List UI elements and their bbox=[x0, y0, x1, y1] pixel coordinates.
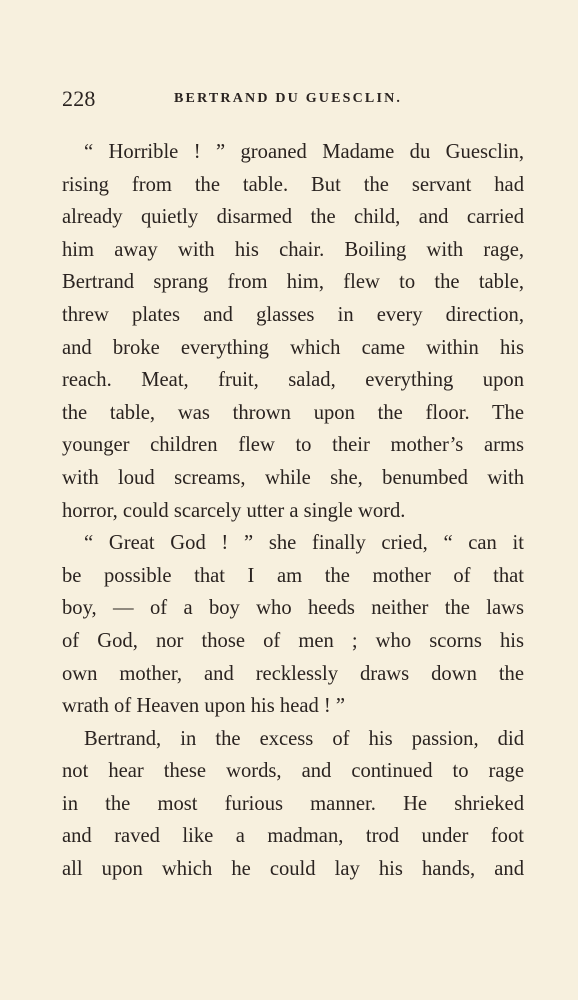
text-line: wrath of Heaven upon his head ! ” bbox=[62, 695, 346, 718]
page-number: 228 bbox=[62, 86, 96, 111]
text-line: in the most furious manner. He shrieked bbox=[62, 792, 524, 815]
text-line: with loud screams, while she, benumbed with bbox=[62, 466, 524, 489]
text-line: younger children flew to their mother’s arms bbox=[62, 434, 524, 457]
text-line: all upon which he could lay his hands, and bbox=[62, 858, 524, 881]
text-line: Bertrand, in the excess of his passion, did bbox=[84, 727, 524, 750]
text-line: reach. Meat, fruit, salad, everything upon bbox=[62, 369, 524, 392]
text-line: not hear these words, and continued to rage bbox=[62, 760, 524, 783]
text-line: and broke everything which came within his bbox=[62, 336, 524, 359]
text-line: Bertrand sprang from him, flew to the table, bbox=[62, 271, 524, 294]
text-line: horror, could scarcely utter a single word. bbox=[62, 499, 406, 522]
running-head: BERTRAND DU GUESCLIN. bbox=[174, 91, 403, 106]
text-line: him away with his chair. Boiling with rage, bbox=[62, 238, 524, 261]
text-line: “ Horrible ! ” groaned Madame du Guesclin, bbox=[84, 141, 524, 163]
text-line: of God, nor those of men ; who scorns his bbox=[62, 629, 524, 652]
text-line: the table, was thrown upon the floor. The bbox=[62, 401, 524, 424]
text-line: rising from the table. But the servant had bbox=[62, 173, 524, 196]
text-line: and raved like a madman, trod under foot bbox=[62, 825, 524, 848]
text-line: “ Great God ! ” she finally cried, “ can it bbox=[84, 532, 524, 555]
text-line: boy, — of a boy who heeds neither the laws bbox=[62, 597, 524, 620]
text-line: be possible that I am the mother of that bbox=[62, 564, 524, 587]
body-text bbox=[62, 136, 524, 886]
page-header bbox=[62, 86, 524, 112]
text-line: threw plates and glasses in every direction, bbox=[62, 303, 524, 326]
text-line: already quietly disarmed the child, and carried bbox=[62, 206, 524, 229]
text-line: own mother, and recklessly draws down the bbox=[62, 662, 524, 685]
